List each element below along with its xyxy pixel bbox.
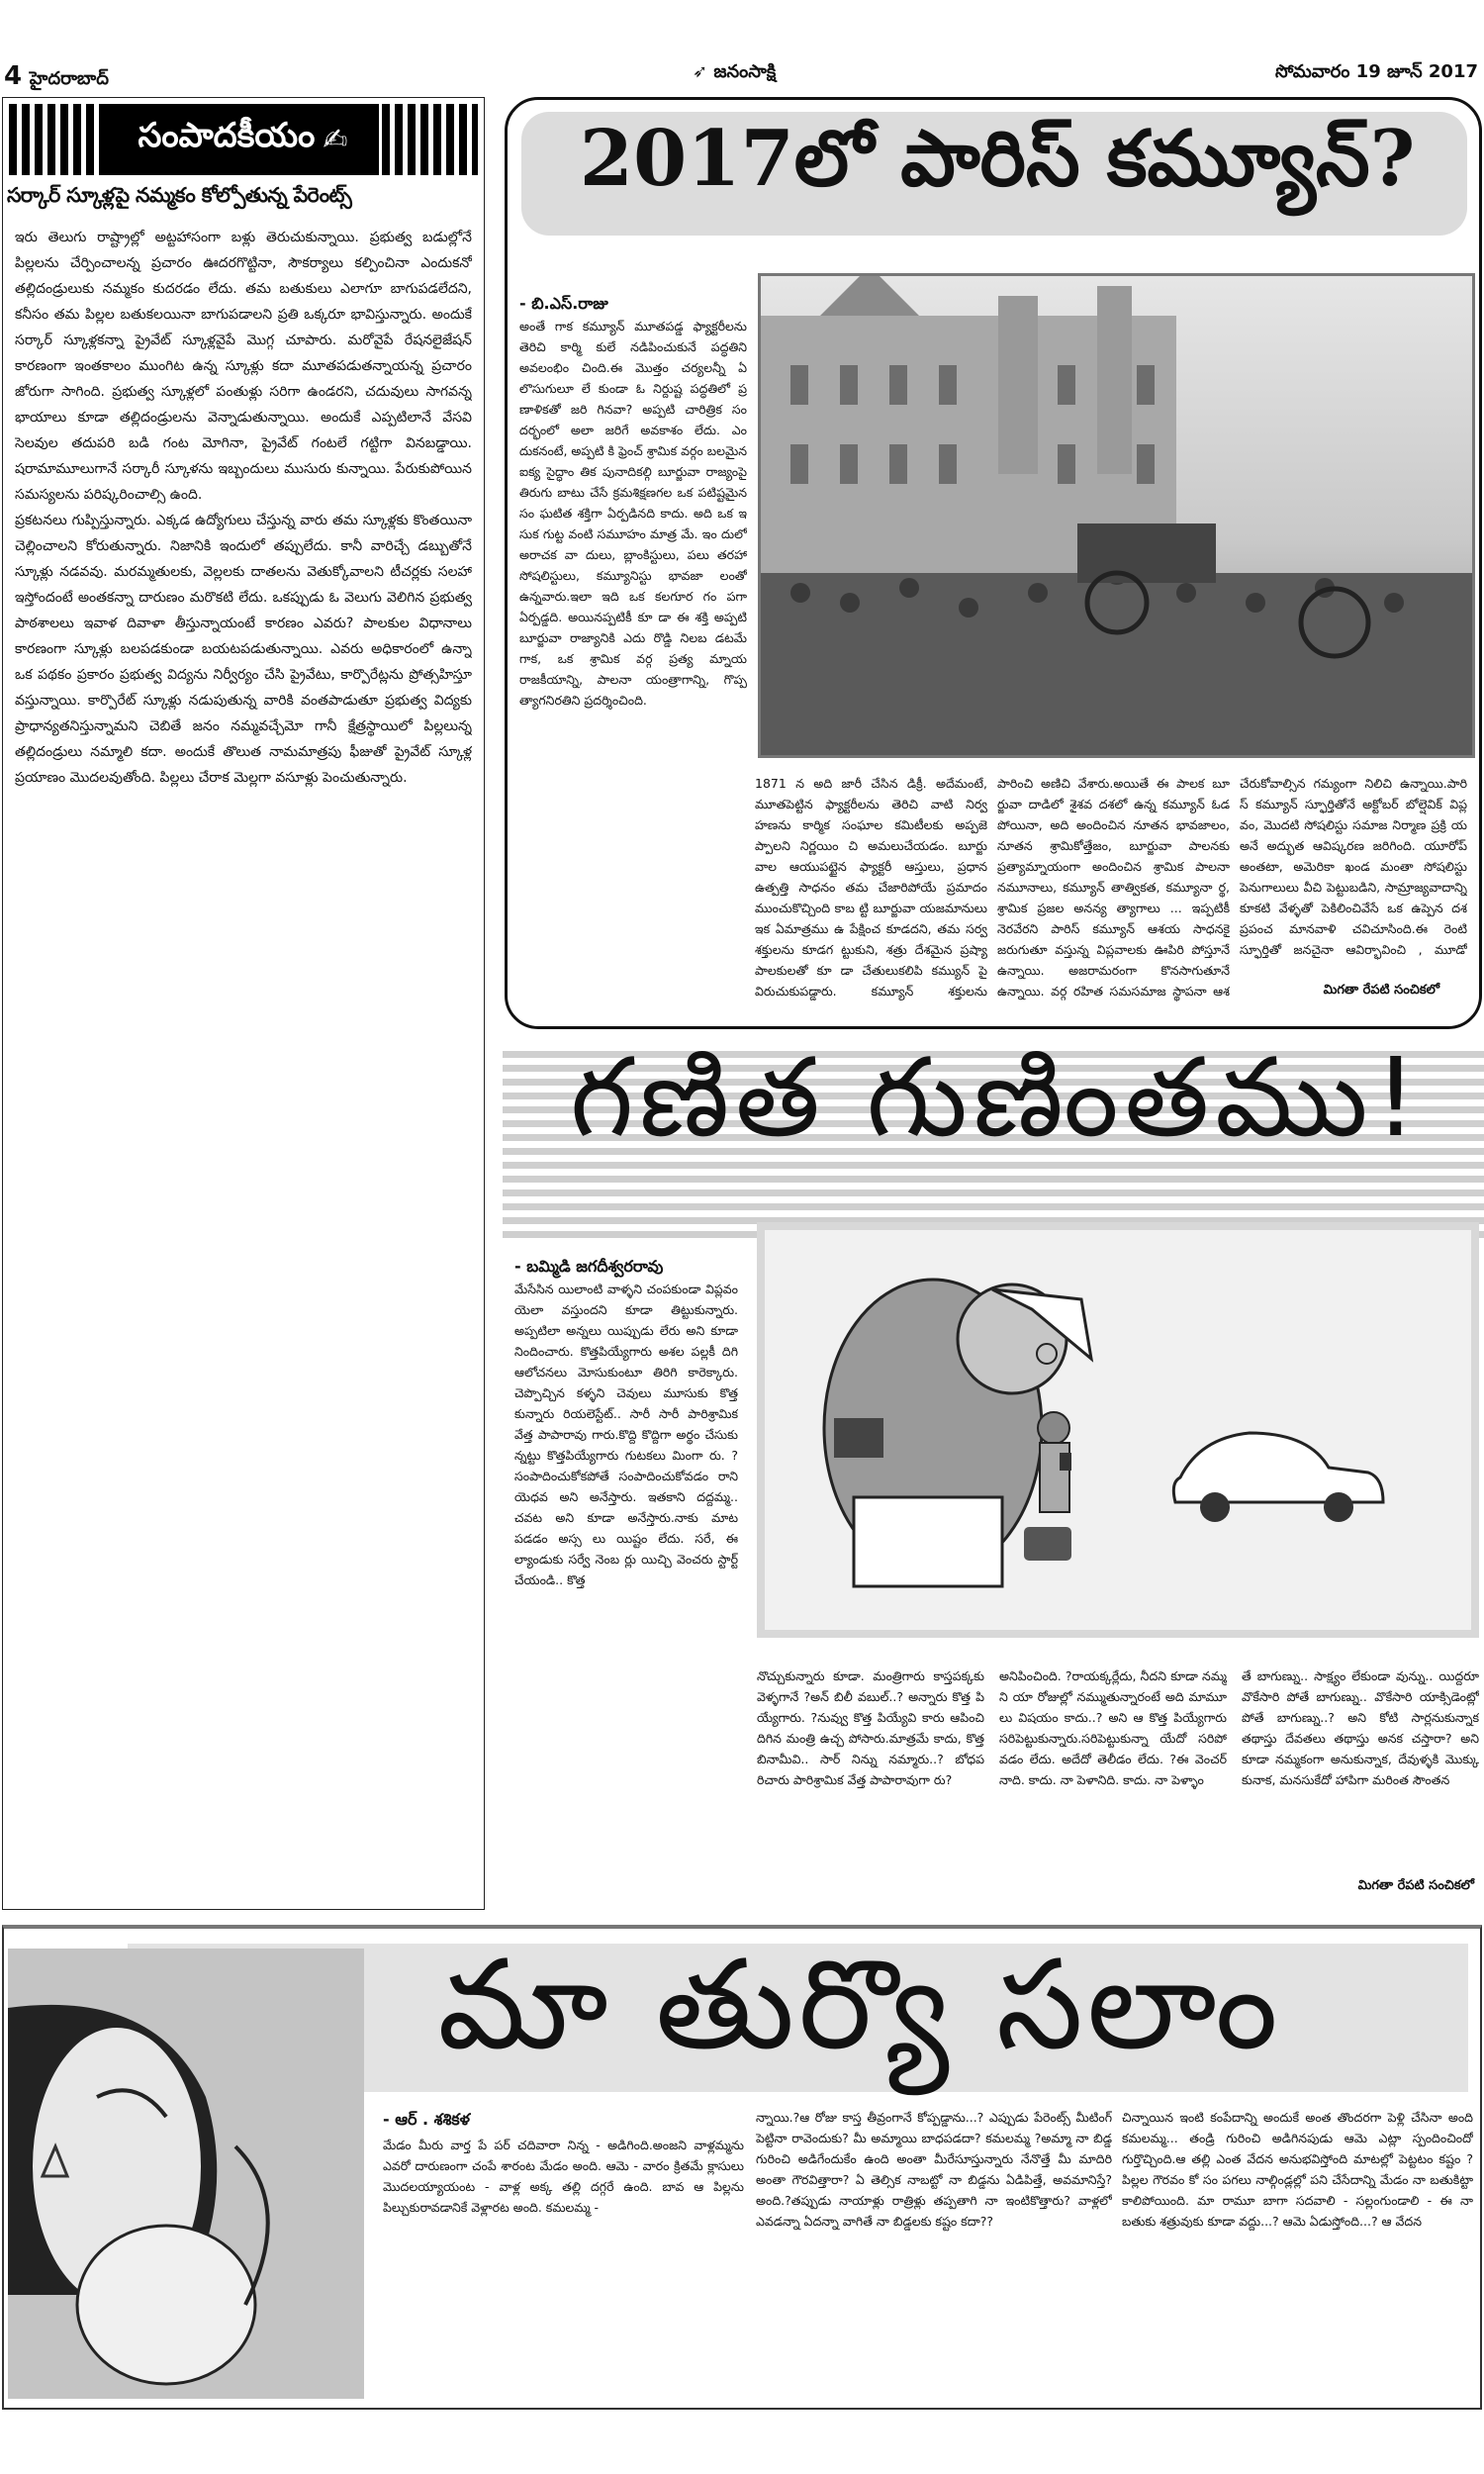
paris-column: పారించి అణిచి వేశారు.అయితే ఈ పాలక బూ ర్జువా దాడిలో శైశవ దశలో ఉన్న కమ్యూన్ ఓడ పోయినా, అది అందించిన నూతన భావజాలం, నూతన శ్రామికోత్తేజం, బూర్జువా పాలనకు ప్రత్యామ్నాయంగా అందించిన శ్రామిక పాలనా నమూనాలు, కమ్యూన్ తాత్వికత, కమ్యూనా ర్థ, శ్రామిక ప్రజల అనన్య త్యాగాలు ... ఇప్పటికీ నెరవేరని పారిస్ కమ్యూన్ ఆశయ సాధనకై జరుగుతూ వస్తున్న విప్లవాలకు ఊపిరి పోస్తూనే ఉన్నాయి. అజరామరంగా కొనసాగుతూనే ఉన్నాయి. వర్గ రహిత సమసమాజ స్థాపనా ఆశ — [997, 776, 1230, 999]
mother-child-illustration — [8, 1949, 364, 2399]
editorial-headline: సర్కార్ స్కూళ్లపై నమ్మకం కోల్పోతున్న పేరెంట్స్ — [7, 183, 352, 207]
page-number: 4 — [4, 61, 23, 91]
salaam-byline: - ఆర్ . శశికళ — [383, 2110, 470, 2129]
masthead — [693, 61, 776, 86]
pen-writing-icon: ✍ — [323, 122, 348, 157]
masthead-logo-icon: ➶ — [693, 61, 708, 82]
editorial-banner — [107, 104, 379, 175]
ganita-column: తే బాగుణ్ను.. సాక్ష్యం లేకుండా వున్ను.. యిద్దరూ వొకేసారి పోతే బాగుణ్ను.. వొకేసారి యాక్సిడెంట్లో పోతే బాగుణ్ను..? అని కోటి సార్లనుకున్నాక తథాస్తు దేవతలు తథాస్తు అనక చస్తారా? అని కూడా నమ్మకంగా అనుకున్నాక, దేవుళ్ళకి మొక్కు కునాక, మనసుకేదో హాపిగా మరింత సౌంతన — [1242, 1668, 1479, 1787]
mother-child-image — [8, 1949, 364, 2399]
salaam-column: న్నాయి.?ఆ రోజు కాస్త తీవ్రంగానే కోప్పడ్డాను...? ఎప్పుడు పేరెంట్స్ మీటింగ్ పెట్టినా రావెందుకు? మీ అమ్మాయి బాధపడదా? కమలమ్మ ?అమ్మా నా బిడ్డ గురించి అడిగేందుకేం ఉంది అంతా మీరేసూస్తున్నారు నేనొత్తే మీ మాదిరి అంతా గౌరవిత్తారా? ఏ తెల్సిక నాబట్టో నా బిడ్డను ఏడిపిత్తే, అవమానిస్తే? అంది.?తప్పుడు నాయాళ్లు రాత్రిళ్లు తప్పతాగి నా ఇంటికొత్తారు? వాళ్లలో ఎవడన్నా ఏదన్నా వాగితే నా బిడ్డలకు కష్టం కదా?? — [756, 2110, 1112, 2229]
paris-commune-article — [505, 97, 1482, 1029]
paris-headline: 2017లో పారిస్ కమ్యూన్? — [579, 114, 1416, 204]
paris-commune-illustration — [758, 273, 1475, 758]
paris-city-hall-crowd-image — [761, 276, 1472, 755]
ganita-continued-note: మిగతా రేపటి సంచికలో — [1357, 1878, 1474, 1893]
page-number-edition — [4, 61, 109, 93]
editorial-body — [15, 225, 472, 1897]
salaam-column: చిన్నాయిన ఇంటి కంపేదాన్ని అందుకే అంత తొందరగా పెళ్లి చేసినా అంది కమలమ్మ... తండ్రి గురించి అడిగినపుడు ఆమె ఎట్లా స్పందించిందో గుర్తొచ్చింది.ఆ తల్లి ఎంత వేదన అనుభవిస్తోంది మాటల్లో పెట్టటం కష్టం ?పిల్లల గౌరవం కో సం పగలు నాల్గిండ్లల్లో పని చేసేదాన్ని మేడం నా బతుకిట్టా కాలిపోయింది. మా రామూ బాగా సదవాలి - సల్లంగుండాలి - ఈ నా బతుకు శత్రువుకు కూడా వద్దు...? ఆమె ఏడుస్తోంది...? ఆ వేదన — [1122, 2110, 1473, 2229]
paris-continued-note: మిగతా రేపటి సంచికలో — [1323, 983, 1439, 998]
salaam-column: మేడం మీరు వార్త పే పర్ చదివారా నిన్న - అడిగింది.అంజని వాళ్లమ్మను ఎవరో దారుణంగా చంపే శారంట మేడం అంది. ఆమె - వారం క్రితమే క్లాసులు మొదలయ్యాయంట - వాళ్ల అక్క తల్లి దగ్గరే ఉంది. బావ ఆ పిల్లను పిల్చుకురావడానికే వెళ్లారట అంది. కమలమ్మ - — [383, 2138, 744, 2215]
ganita-byline: - బమ్మిడి జగదీశ్వరరావు — [514, 1257, 664, 1276]
ganita-headline: గణిత గుణింతము! — [570, 1034, 1424, 1161]
editorial-paragraph: ఇరు తెలుగు రాష్ట్రాల్లో అట్టహాసంగా బళ్లు తెరుచుకున్నాయి. ప్రభుత్వ బడుల్లోనే పిల్లలను చేర్పించాలన్న ప్రచారం ఊదరగొట్టినా, సౌకర్యాలు కల్పించినా ఎందుకనో తల్లిదండ్రులుకు నమ్మకం కుదరడం లేదు. తమ బతుకులు ఎలాగూ బాగుపడలేదని, కనీసం తమ పిల్లల బతుకలయినా బాగుపడాలని ప్రతి ఒక్కరూ భావిస్తున్నారు. అందుకే సర్కార్ స్కూళ్లకన్నా ప్రైవేట్ స్కూళ్లవైపే మొగ్గ చూపారు. మరోవైపే రేషనలైజేషన్ కారణంగా ఇంతకాలం ముంగిట ఉన్న స్కూళ్లు కదా మూతపడుతన్నాయన్న ప్రచారం జోరుగా సాగింది. ప్రభుత్వ స్కూళ్లలో పంతుళ్లు సరిగా ఉండరని, చదువులు సాగవన్న భాయాలు కూడా తల్లిదండ్రులను వెన్నాడుతున్నాయి. అందుకే ఎప్పటిలానే వేసవి సెలవుల తదుపరి బడి గంట మోగినా, ప్రైవేట్ గంటలే గట్టిగా వినబడ్డాయి. షరామామూలుగానే సర్కారీ స్కూళను ఇబ్బందులు ముసురు కున్నాయి. పేరుకుపోయిన సమస్యలను పరిష్కరించాల్సి ఉంది. — [15, 230, 472, 503]
paris-column: చేరుకోవాల్సిన గమ్యంగా నిలిచి ఉన్నాయి.పారి స్ కమ్యూన్ స్ఫూర్తితోనే అక్టోబర్ బోల్షెవిక్ విప్ల వం, మొదటి సోషలిస్టు సమాజ నిర్మాణ ప్రక్రి య అనే అద్భుత ఆవిష్కరణ జరిగింది. యూరోప్ అంతటా, అమెరికా ఖండ మంతా సోషలిస్టు పెనుగాలులు వీచి పెట్టుబడిని, సామ్రాజ్యవాదాన్ని కూకటి వేళ్ళతో పెకిలించివేసే ఒక ఉప్పెన దశ ప్రపంచ మానవాళి చవిచూసింది.ఈ రెంటి స్ఫూర్తితో జనచైనా ఆవిర్భావించి , మూడో — [1240, 776, 1467, 957]
salaam-article — [2, 1925, 1482, 2410]
paris-byline: - బి.ఎస్.రాజు — [519, 294, 608, 313]
minister-cartoon-image — [765, 1230, 1471, 1630]
paris-lead-column: అంతే గాక కమ్యూన్ మూతపడ్డ ఫ్యాక్టరీలను తెరిచి కార్మి కులే నడిపించుకునే పద్ధతిని అవలంభిం చింది.ఈ మొత్తం చర్యలన్నీ ఏ లొసుగులూ లే కుండా ఓ నిర్దుష్ట పద్ధతిలో ప్ర ణాళికతో జరి గినవా? అప్పటి చారిత్రిక సం దర్భంలో అలా జరిగే అవకాశం లేదు. ఎం దుకనంటే, అప్పటి కి ఫ్రెంచ్ శ్రామిక వర్గం బలమైన ఐక్య సైద్ధాం తిక పునాదికల్గి బూర్జువా రాజ్యంపై తిరుగు బాటు చేసే క్రమశిక్షణగల ఒక పటిష్టమైన సం ఘటిత శక్తిగా ఏర్పడినది కాదు. అది ఒక ఇ సుక గుట్ట వంటి సమూహం మాత్ర మే. ఇం దులో అరాచక వా దులు, బ్లాంకిస్టులు, పలు తరహా సోషలిస్టులు, కమ్యూనిస్టు భావజా లంతో ఉన్నవారు.ఇలా ఇది ఒక కలగూర గం పగా ఏర్పడ్డది. అయినప్పటికీ కూ డా ఈ శక్తి అప్పటి బూర్జువా రాజ్యానికి ఎదు రొడ్డి నిలబ డటమే గాక, ఒక శ్రామిక వర్గ ప్రత్య మ్నాయ రాజకీయాన్ని, పాలనా యంత్రాగాన్ని, గొప్ప త్యాగనిరతిని ప్రదర్శించింది. — [519, 319, 747, 708]
editorial-box — [2, 97, 485, 1910]
masthead-name: జనంసాక్షి — [713, 61, 777, 82]
ganita-column: నొచ్చుకున్నారు కూడా. మంత్రిగారు కాస్తపక్కకు వెళ్ళగానే ?అన్ బిలీ వబుల్..? అన్నారు కొత్త పి య్యేగారు. ?నువ్వు కొత్త పియ్యేవి కారు ఆపించి దిగిన మంత్రి ఉచ్చ పోసారు.మాత్రమే కాదు, కొత్త బినామీవి.. సార్ నిన్ను నమ్మారు..? బోధప రిచారు పారిశ్రామిక వేత్త పాపారావుగా రు? — [757, 1668, 984, 1787]
salaam-headline: మా తుర్యొ సలాం — [437, 1934, 1282, 2077]
paris-column: 1871 న అది జారీ చేసిన డిక్రీ. అదేమంటే, మూతపెట్టిన ఫ్యాక్టరీలను తెరిచి వాటి నిర్వ హణను కార్మిక సంఘాల కమిటీలకు అప్పజె ప్పాలని నిర్ణయిం చి అమలుచేయడం. బూర్జు వాల ఆయుపట్టైన ఫ్యాక్టరీ ఆస్తులు, ప్రధాన ఉత్పత్తి సాధనం తమ చేజారిపోయే ప్రమాదం ముంచుకొచ్చింది కాబ ట్టి బూర్జువా యజమానులు ఇక ఏమాత్రము ఉ పేక్షించ కూడదని, తమ సర్వ శక్తులను కూడగ ట్టుకుని, శత్రు దేశమైన ప్రష్యా పాలకులతో కూ డా చేతులుకలిపి కమ్యున్ పై విరుచుకుపడ్డారు. కమ్యూన్ శక్తులను — [755, 776, 987, 999]
editorial-paragraph: ప్రకటనలు గుప్పిస్తున్నారు. ఎక్కడ ఉద్యోగులు చేస్తున్న వారు తమ స్కూళ్లకు కొంతయినా చెల్లించాలని కోరుతున్నారు. నిజానికి ఇందులో తప్పులేదు. కానీ వారిచ్చే డబ్బుతోనే స్కూళ్లు నడవవు. మరమ్మతులకు, వెల్లలకు దాతలను వెతుక్కోవాలని టీచర్లకు సలహా ఇస్తోందంటే అంతకన్నా దారుణం మరొకటి లేదు. ఒకప్పుడు ఓ వెలుగు వెలిగిన ప్రభుత్వ పాఠశాలలు ఇవాళ దివాళా తీస్తున్నాయంటే కారణం ఎవరు? పాలకుల విధానాలు కారణంగా స్కూళ్లు బలపడకుండా బయటపడుతున్నాయి. ఎవరు అధికారంలో ఉన్నా ఒక పథకం ప్రకారం ప్రభుత్వ విద్యను నిర్వీర్యం చేసి ప్రైవేటు, కార్పొరేట్లను ప్రోత్సహిస్తూ వస్తున్నాయి. కార్పొరేట్ స్కూళ్లు నడుపుతున్న వారికి వంతపాడుతూ ప్రభుత్వ విద్యకు ప్రాధాన్యతనిస్తున్నామని చెబితే జనం నమ్మవచ్చేమో గానీ క్షేత్రస్థాయిలో పిల్లలున్న తల్లిదండ్రులు నమ్మాలి కదా. అందుకే తొలుత నామమాత్రపు ఫీజుతో ప్రైవేట్ స్కూళ్ల ప్రయాణం మొదలవుతోంది. పిల్లలు చేరాక మెల్లగా వసూళ్లు పెంచుతున్నారు. — [15, 513, 472, 786]
ganita-cartoon-frame — [757, 1222, 1479, 1638]
edition-name: హైదరాబాద్ — [29, 68, 109, 89]
issue-date: సోమవారం 19 జూన్ 2017 — [1274, 61, 1478, 82]
editorial-banner-title: సంపాదకీయం — [138, 116, 316, 155]
ganita-lead-column: మేసేసిన యిలాంటి వాళ్ళని చంపకుండా విప్లవం యెలా వస్తుందని కూడా తిట్టుకున్నారు. అప్పటిలా అన్నలు యిప్పుడు లేరు అని కూడా నిందించారు. కొత్తపియ్యేగారు అశల పల్లకీ దిగి ఆలోచనలు మోసుకుంటూ తిరిగి కారెక్కారు. చెప్పొచ్చిన కళ్ళని చెవులు మూసుకు కొత్త కున్నారు రియలెస్టేట్.. సారీ సారీ పారిశ్రామిక వేత్త పాపారావు గారు.కొద్ది కొద్దిగా అర్థం చేసుకు న్నట్టు కొత్తపియ్యేగారు గుటకలు మింగా రు. ?సంపాదించుకోకపోతే సంపాదించుకోవడం రాని యెధవ అని అనేస్తారు. ఇతకాని దద్దమ్మ.. చవట అని కూడా అనేస్తారు.నాకు మాట పడడం అస్స లు యిష్టం లేదు. సరే, ఈ ల్యాండుకు సర్వే నెంబ ర్లు యిచ్చి వెంచరు స్టార్ట్ చేయండి.. కొత్త — [514, 1282, 738, 1587]
ganita-column: అనిపించింది. ?రాయక్కర్లేదు, నీదని కూడా నమ్మ ని యా రోజుల్లో నమ్ముతున్నారంటే అది మామూ లు విషయం కాదు..? అని ఆ కొత్త పియ్యేగారు సరిపెట్టుకున్నారు.సరిపెట్టుకున్నా యేదో సరిపో వడం లేదు. అదేదో తెలీడం లేదు. ?ఈ వెంచర్ నాది. కాదు. నా పెళానిది. కాదు. నా పెళ్ళాం — [999, 1668, 1227, 1787]
